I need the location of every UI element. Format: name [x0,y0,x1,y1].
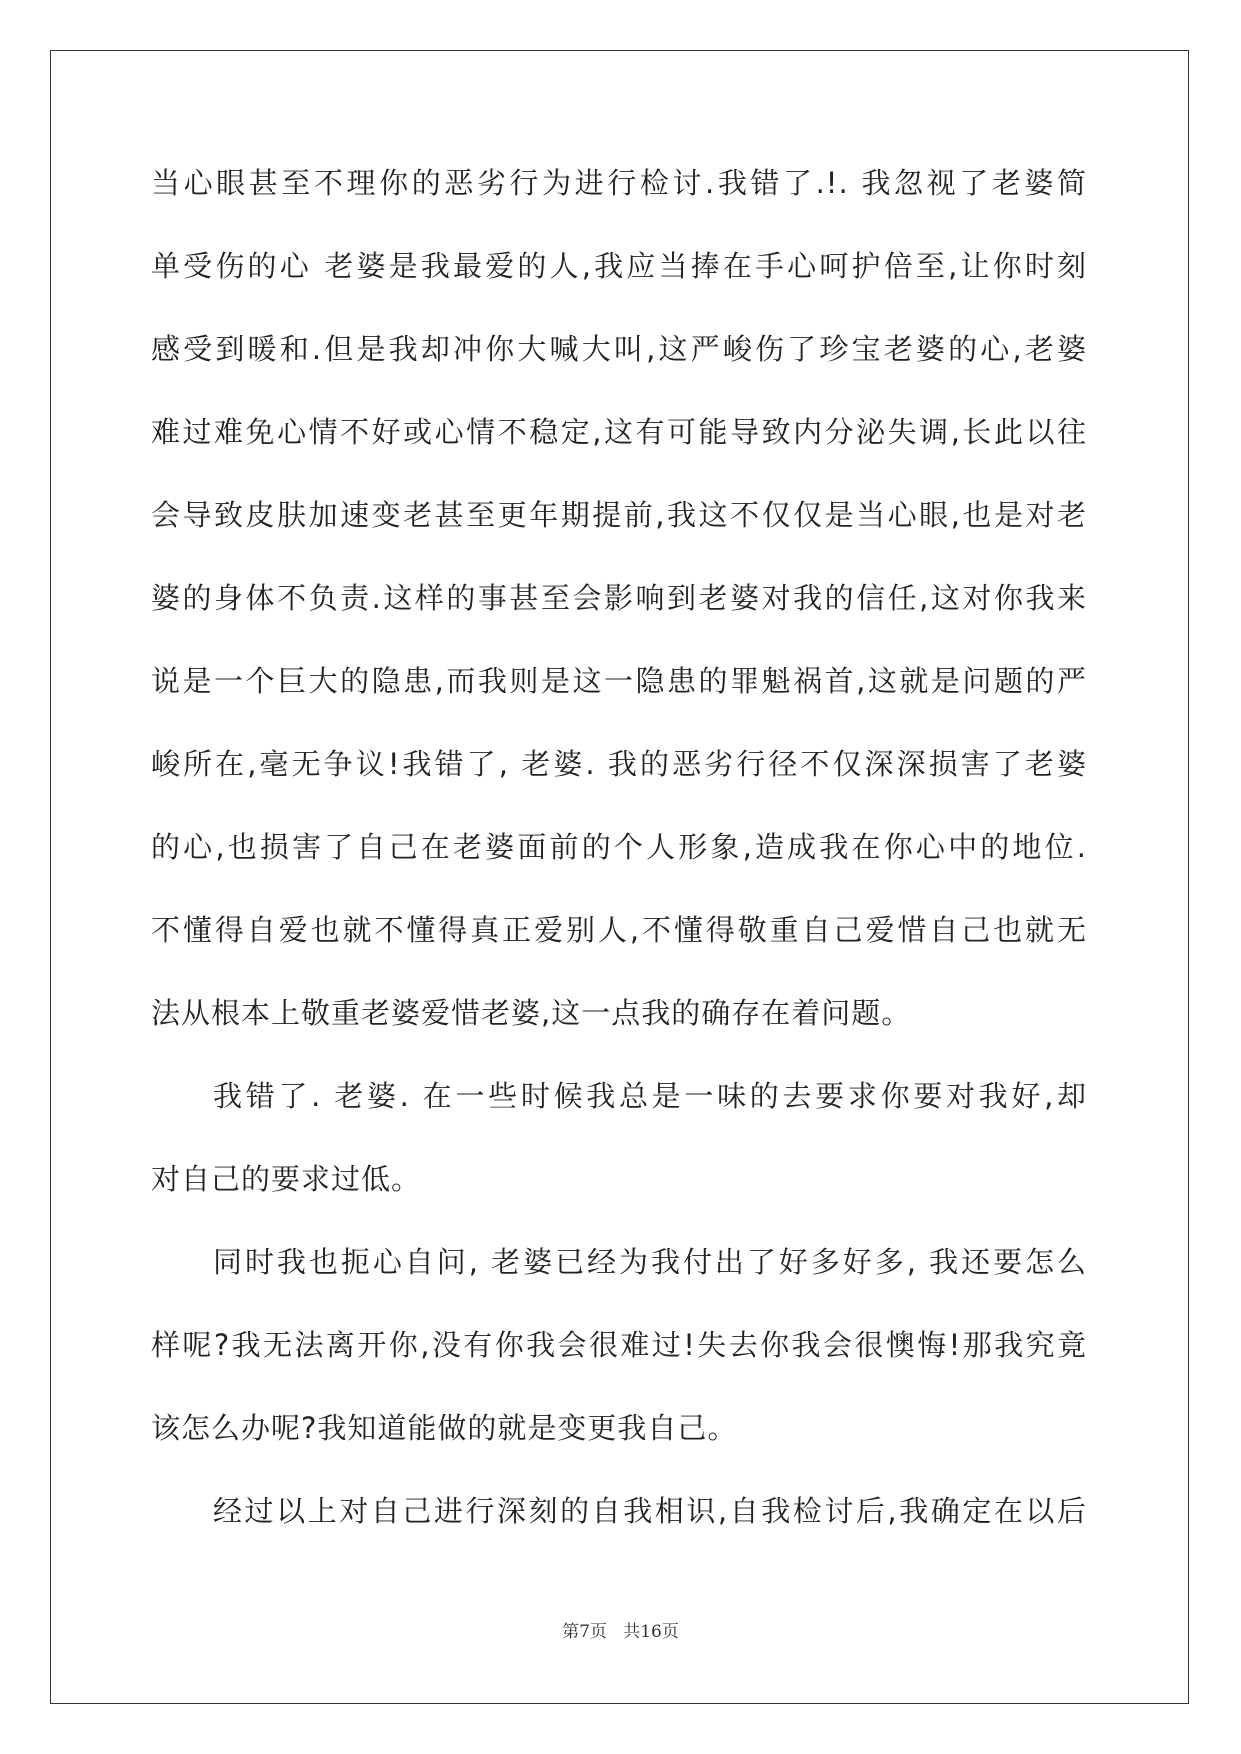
text-line: 样呢?我无法离开你,没有你我会很难过!失去你我会很懊悔!那我究竟 [151,1328,1087,1362]
text-line: 会导致皮肤加速变老甚至更年期提前,我这不仅仅是当心眼,也是对老 [151,498,1087,532]
page-number: 第7页 [562,1622,607,1642]
text-line: 法从根本上敬重老婆爱惜老婆,这一点我的确存在着问题。 [151,996,912,1030]
page-footer [0,1617,1241,1642]
text-line: 说是一个巨大的隐患,而我则是这一隐患的罪魁祸首,这就是问题的严 [151,664,1087,698]
text-line: 该怎么办呢?我知道能做的就是变更我自己。 [151,1411,738,1445]
text-line: 经过以上对自己进行深刻的自我相识,自我检讨后,我确定在以后 [213,1494,1087,1528]
text-line: 同时我也扼心自问, 老婆已经为我付出了好多好多, 我还要怎么 [213,1245,1087,1279]
body-text [151,162,1087,1573]
text-line: 我错了. 老婆. 在一些时候我总是一味的去要求你要对我好,却 [213,1079,1087,1113]
page-total: 共16页 [623,1622,679,1642]
text-line: 对自己的要求过低。 [151,1162,422,1196]
text-line: 难过难免心情不好或心情不稳定,这有可能导致内分泌失调,长此以往 [151,415,1087,449]
text-line: 婆的身体不负责.这样的事甚至会影响到老婆对我的信任,这对你我来 [151,581,1087,615]
text-line: 的心,也损害了自己在老婆面前的个人形象,造成我在你心中的地位. [151,830,1087,864]
text-line: 峻所在,毫无争议!我错了, 老婆. 我的恶劣行径不仅深深损害了老婆 [151,747,1087,781]
text-line: 不懂得自爱也就不懂得真正爱别人,不懂得敬重自己爱惜自己也就无 [151,913,1087,947]
text-line: 单受伤的心 老婆是我最爱的人,我应当捧在手心呵护倍至,让你时刻 [151,249,1087,283]
text-line: 感受到暖和.但是我却冲你大喊大叫,这严峻伤了珍宝老婆的心,老婆 [151,332,1087,366]
text-line: 当心眼甚至不理你的恶劣行为进行检讨.我错了.!. 我忽视了老婆简 [151,166,1087,200]
